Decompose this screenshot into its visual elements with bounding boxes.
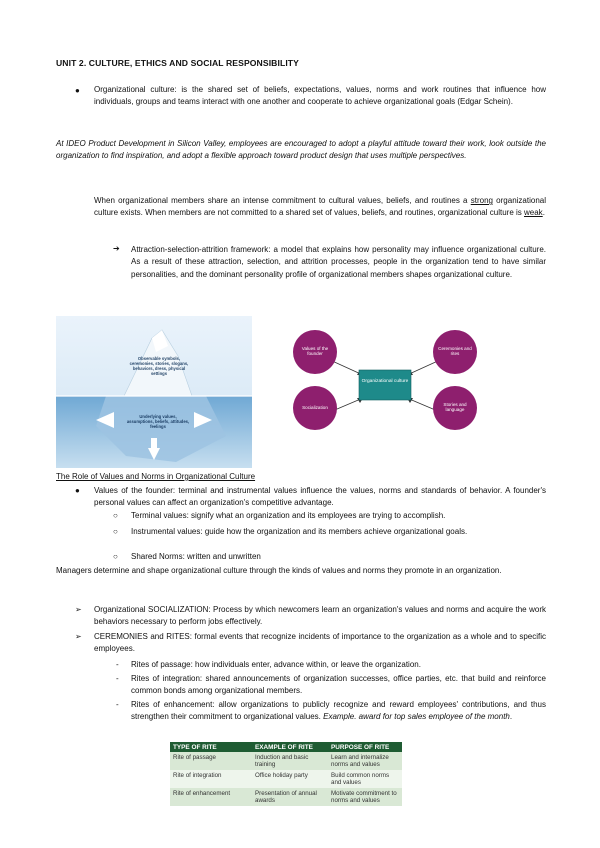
org-culture-definition: Organizational culture: is the shared set of beliefs, expectations, values, norms and work routines that influence how individuals, groups and teams interact with one another and cooperate to achieve organizational goals (Edgar Schein). (94, 85, 546, 107)
shared-norms: Shared Norms: written and unwritten (131, 552, 261, 561)
col-type: TYPE OF RITE (170, 742, 252, 752)
bullet-dot: ● (75, 86, 80, 95)
rites-table (170, 742, 402, 806)
culture-sources-diagram (285, 320, 485, 460)
rites-of-enhancement: Rites of enhancement: allow organizations to publicly recognize and reward employees' contributions, and thus strengthen their commitment to organizational values. Example. award for top sales employee of the month. (131, 700, 546, 722)
iceberg-bottom-label: Underlying values, assumptions, beliefs, attitudes, feelings (126, 414, 190, 429)
node-founder-label: Values of the founder (301, 346, 329, 357)
page-title: UNIT 2. CULTURE, ETHICS AND SOCIAL RESPONSIBILITY (56, 58, 299, 68)
section-title-values-norms: The Role of Values and Norms in Organizational Culture (56, 472, 256, 481)
iceberg-top-label: Observable symbols, ceremonies, stories, slogans, behaviors, dress, physical settings (129, 356, 189, 376)
table-row: Rite of enhancement Presentation of annual awards Motivate commitment to norms and values (170, 788, 402, 806)
circle-bullet: ○ (113, 527, 118, 536)
enhancement-example: Example. award for top sales employee of the month (323, 712, 510, 722)
iceberg-figure (56, 316, 252, 468)
dash-bullet: - (116, 674, 119, 683)
dash-bullet: - (116, 700, 119, 709)
asa-framework: Attraction-selection-attrition framework: a model that explains how personality may influence organizational culture. As a result of these attraction, selection, and attrition processes, people in the organization tend to have similar personalities, and the dominant personality profile of organizational members shapes organizational culture. (131, 245, 546, 279)
terminal-values: Terminal values: signify what an organization and its employees are trying to accomplish. (131, 511, 446, 520)
weak-word: weak (524, 208, 543, 218)
arrow-bullet-icon: ➔ (113, 244, 120, 253)
strong-weak-culture: When organizational members share an intense commitment to cultural values, beliefs, and routines a strong organizational culture exists. When members are not committed to a shared set of values, beliefs, and routines, organizational culture is weak. (94, 196, 546, 218)
node-ceremonies-label: Ceremonies and rites (438, 346, 472, 357)
rites-of-passage: Rites of passage: how individuals enter, advance within, or leave the organization. (131, 660, 421, 669)
col-example: EXAMPLE OF RITE (252, 742, 328, 752)
table-row: Rite of passage Induction and basic training Learn and internalize norms and values (170, 752, 402, 770)
node-socialization-label: Socialization (302, 405, 328, 410)
triangle-bullet-icon: ➢ (75, 605, 82, 614)
node-center (359, 370, 411, 400)
rites-of-integration: Rites of integration: shared announcements of organization successes, office parties, etc. that build and reinforce common bonds among organizational members. (131, 674, 546, 696)
managers-statement: Managers determine and shape organizational culture through the kinds of values and norms they promote in an organization. (56, 566, 502, 575)
instrumental-values: Instrumental values: guide how the organization and its members achieve organizational goals. (131, 527, 468, 536)
dash-bullet: - (116, 660, 119, 669)
organizational-socialization: Organizational SOCIALIZATION: Process by which newcomers learn an organization's values and norms and acquire the work behaviors necessary to perform jobs effectively. (94, 605, 546, 627)
node-stories-label: Stories and language (443, 402, 467, 413)
ideo-example: At IDEO Product Development in Silicon Valley, employees are encouraged to adopt a playful attitude toward their work, look outside the organization to find inspiration, and adopt a flexible approach toward product design that uses multiple perspectives. (56, 139, 546, 161)
table-row: Rite of integration Office holiday party Build common norms and values (170, 770, 402, 788)
values-founder: Values of the founder: terminal and instrumental values influence the values, norms and standards of behavior. A founder's personal values can affect an organization's competitive advantage. (94, 486, 546, 508)
circle-bullet: ○ (113, 511, 118, 520)
circle-bullet: ○ (113, 552, 118, 561)
col-purpose: PURPOSE OF RITE (328, 742, 402, 752)
triangle-bullet-icon: ➢ (75, 632, 82, 641)
node-center-label: Organizational culture (361, 379, 409, 384)
bullet-dot: ● (75, 486, 80, 495)
strong-word: strong (470, 196, 493, 205)
table-header-row (170, 742, 402, 752)
ceremonies-rites: CEREMONIES and RITES: formal events that recognize incidents of importance to the organization as a whole and to specific employees. (94, 632, 546, 654)
